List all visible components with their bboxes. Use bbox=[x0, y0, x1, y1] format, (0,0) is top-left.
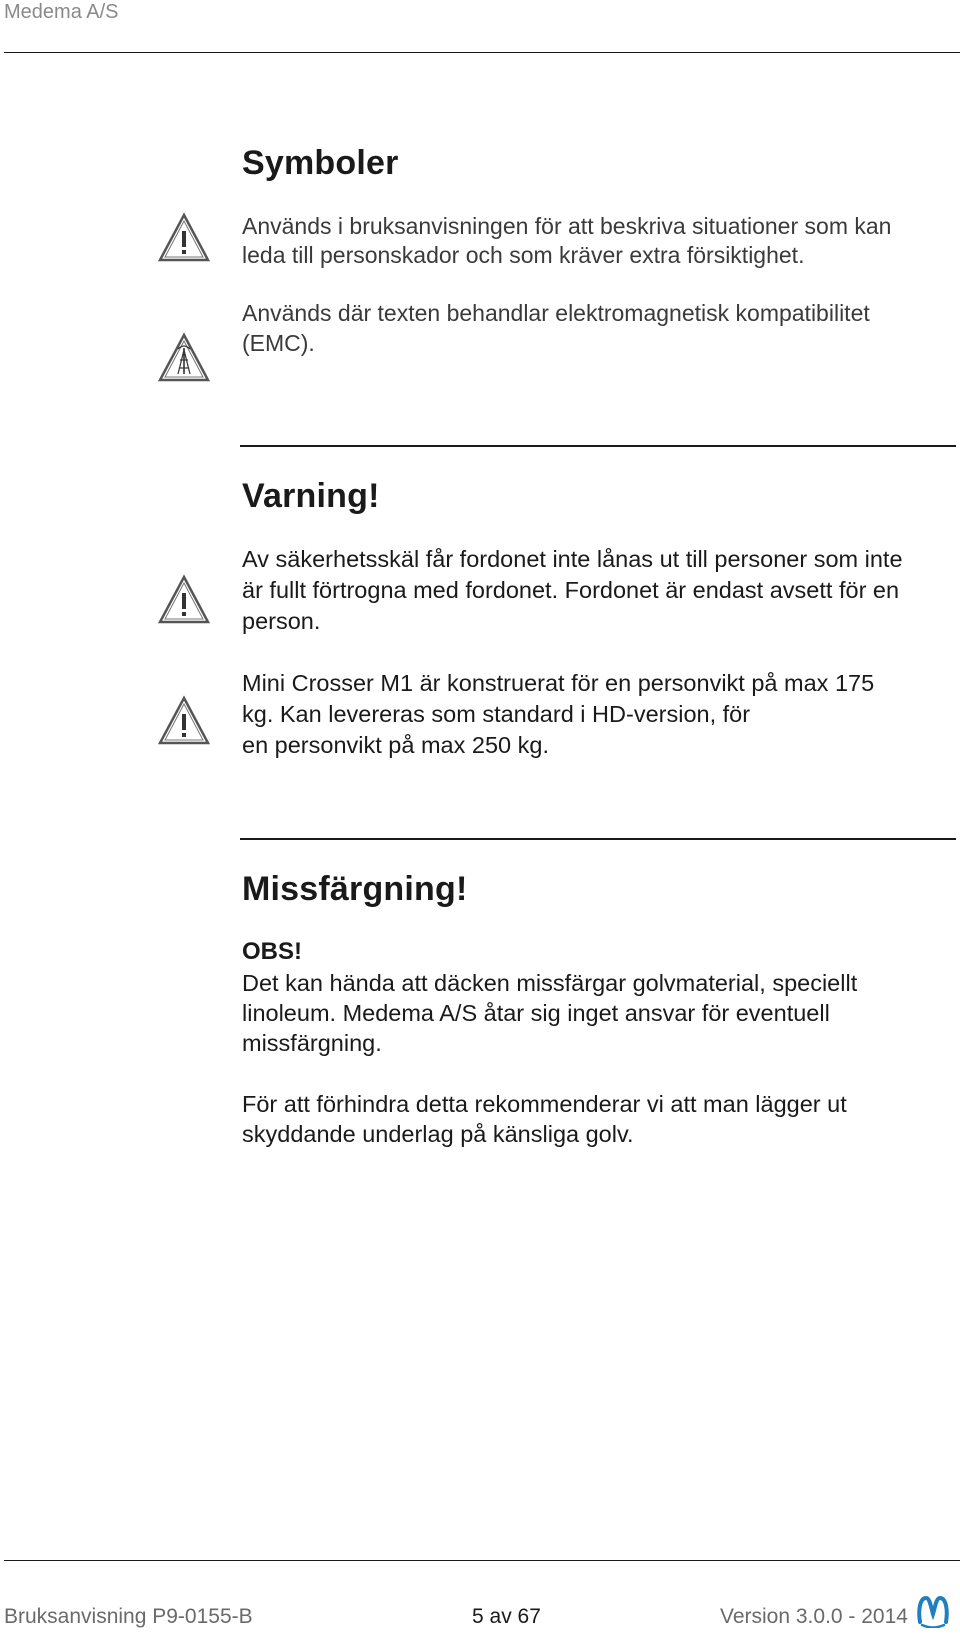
warning-p2-line2: kg. Kan levereras som standard i HD-version, för bbox=[242, 701, 751, 727]
footer-version: Version 3.0.0 - 2014 bbox=[720, 1605, 908, 1628]
warning-p2-line1: Mini Crosser M1 är konstruerat för en personvikt på max 175 bbox=[242, 670, 875, 696]
footer-page-number: 5 av 67 bbox=[472, 1605, 541, 1628]
discoloration-p2-line2: skyddande underlag på känsliga golv. bbox=[242, 1121, 634, 1147]
warning-p1-line1: Av säkerhetsskäl får fordonet inte lånas ut till personer som inte bbox=[242, 546, 903, 572]
section-divider-missfargning bbox=[240, 838, 956, 840]
discoloration-p1-line2: linoleum. Medema A/S åtar sig inget ansvar för eventuell bbox=[242, 1000, 830, 1026]
warning-p2-line3: en personvikt på max 250 kg. bbox=[242, 732, 549, 758]
footer-divider bbox=[4, 1560, 960, 1561]
warning-p1-line2: är fullt förtrogna med fordonet. Fordonet är endast avsett för en bbox=[242, 577, 900, 603]
emc-antenna-icon bbox=[158, 332, 210, 384]
symbols-emc-line2: (EMC). bbox=[242, 330, 315, 356]
symbols-title: Symboler bbox=[242, 144, 399, 182]
obs-label: OBS! bbox=[242, 938, 302, 965]
symbols-warning-line2: leda till personskador och som kräver extra försiktighet. bbox=[242, 242, 805, 268]
discoloration-p1-line1: Det kan hända att däcken missfärgar golvmaterial, speciellt bbox=[242, 970, 858, 996]
warning-triangle-icon bbox=[158, 695, 210, 747]
header-divider bbox=[4, 52, 960, 53]
header-company: Medema A/S bbox=[4, 1, 119, 23]
section-divider-varning bbox=[240, 445, 956, 447]
discoloration-p2-line1: För att förhindra detta rekommenderar vi att man lägger ut bbox=[242, 1091, 847, 1117]
warning-title: Varning! bbox=[242, 477, 380, 515]
symbols-emc-line1: Används där texten behandlar elektromagnetisk kompatibilitet bbox=[242, 300, 870, 326]
symbols-warning-line1: Används i bruksanvisningen för att beskriva situationer som kan bbox=[242, 213, 892, 239]
warning-p1-line3: person. bbox=[242, 608, 321, 634]
warning-triangle-icon bbox=[158, 574, 210, 626]
footer-document: Bruksanvisning P9-0155-B bbox=[4, 1605, 253, 1628]
discoloration-title: Missfärgning! bbox=[242, 870, 468, 908]
medema-logo-icon bbox=[916, 1592, 950, 1628]
discoloration-p1-line3: missfärgning. bbox=[242, 1030, 382, 1056]
warning-triangle-icon bbox=[158, 212, 210, 264]
